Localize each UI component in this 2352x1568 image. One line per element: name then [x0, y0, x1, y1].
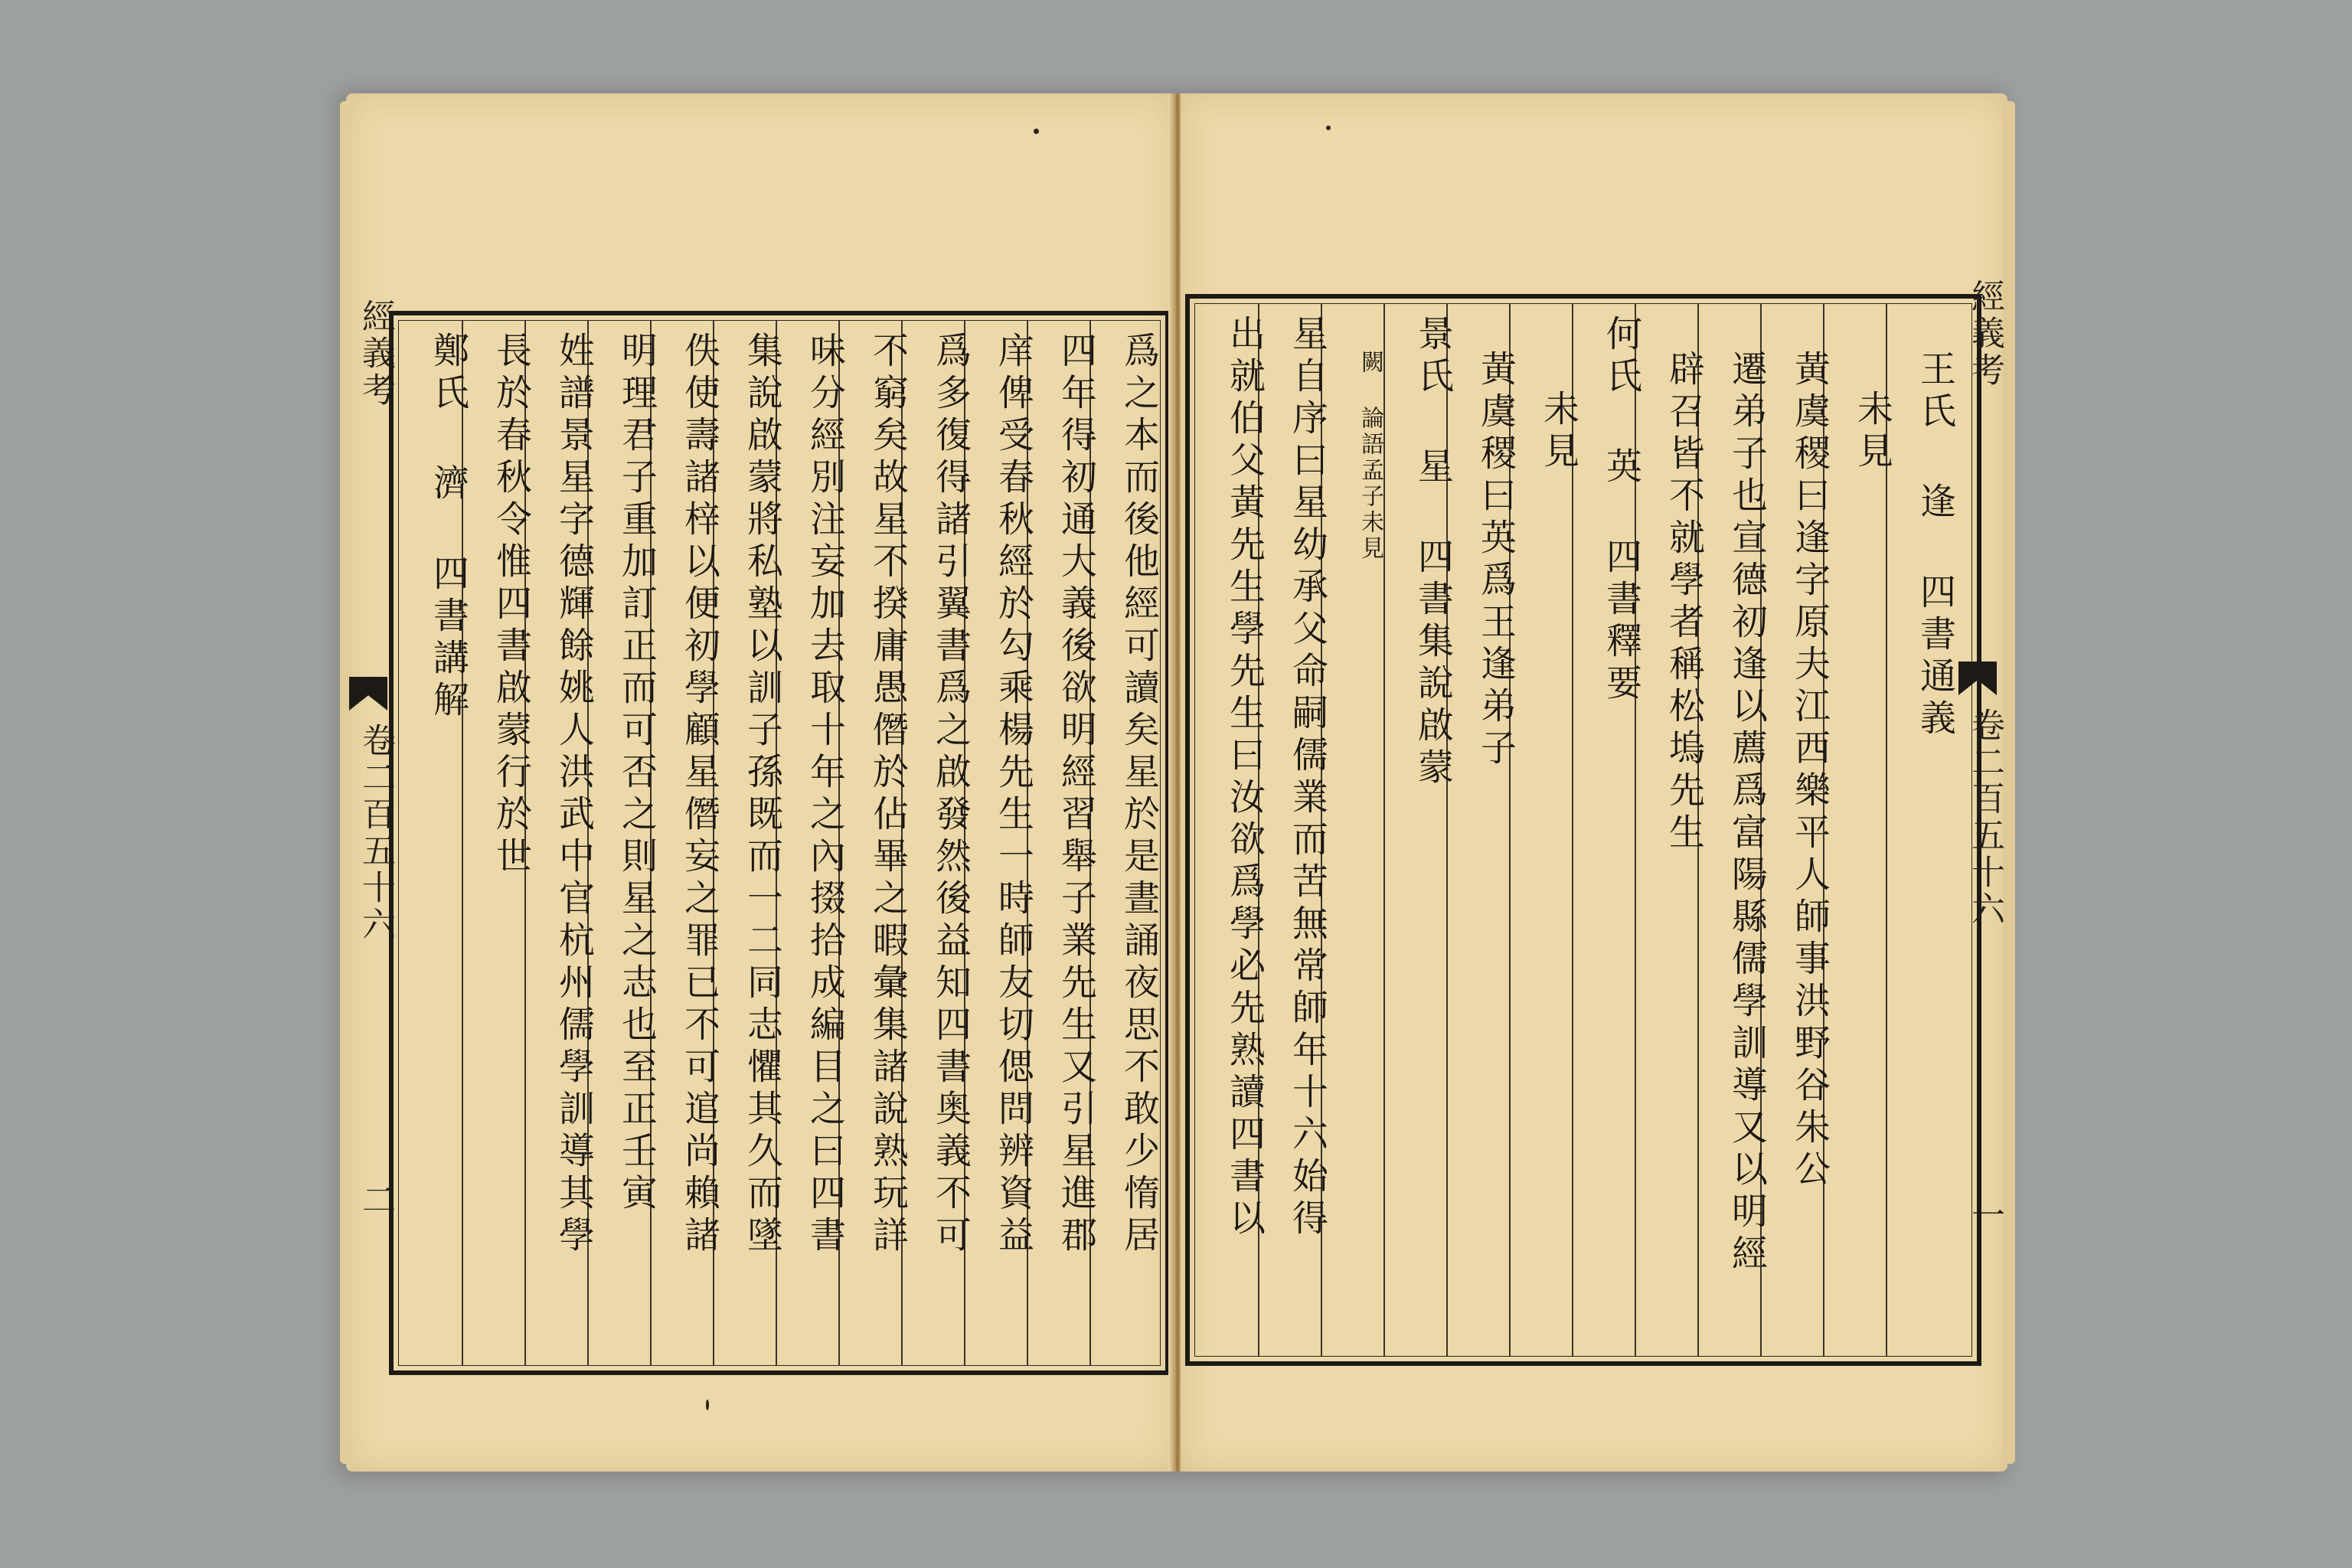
right-column-11: 星自序曰星幼承父命嗣儒業而苦無常師年十六始得 — [1286, 315, 1328, 1241]
right-column-6: 何氏 英 四書釋要 — [1600, 315, 1642, 706]
left-column-11: 長於春秋令惟四書啟蒙行於世 — [490, 332, 532, 879]
left-page-margin-label — [346, 294, 395, 1374]
fishtail-mark — [1958, 662, 1997, 695]
right-column-7: 未見 — [1537, 390, 1579, 474]
left-column-5: 不窮矣故星不揆庸愚僭於佔畢之暇彙集諸說熟玩詳 — [867, 332, 909, 1258]
right-column-9: 景氏 星 四書集說啟蒙 — [1412, 315, 1454, 790]
fishtail-mark — [349, 677, 387, 710]
left-column-3: 庠俾受春秋經於勾乘楊先生一時師友切偲問辨資益 — [992, 332, 1034, 1258]
left-column-10: 姓譜景星字德輝餘姚人洪武中官杭州儒學訓導其學 — [553, 332, 595, 1258]
right-page — [1181, 93, 2007, 1472]
right-header-title: 經義考 — [1965, 279, 2004, 389]
right-leaf-number: 一 — [1965, 1197, 2004, 1234]
left-leaf-number: 二 — [356, 1182, 395, 1219]
left-volume-marker: 卷二百五十六 — [356, 723, 395, 943]
left-column-2: 四年得初通大義後欲明經習舉子業先生又引星進郡 — [1055, 332, 1097, 1258]
right-inner-border — [1194, 303, 1972, 1357]
left-column-4: 爲多復得諸引翼書爲之啟發然後益知四書奥義不可 — [929, 332, 972, 1258]
right-page-margin-label — [1957, 279, 2004, 1374]
right-volume-marker: 卷二百五十六 — [1965, 707, 2004, 928]
right-column-3: 黃虞稷曰逢字原夫江西樂平人師事洪野谷朱公 — [1788, 350, 1831, 1192]
right-column-4: 遷弟子也宣德初逢以薦爲富陽縣儒學訓導又以明經 — [1726, 350, 1768, 1276]
left-header-title: 經義考 — [356, 299, 395, 409]
open-book — [346, 93, 2007, 1472]
left-inner-border — [398, 320, 1161, 1366]
left-column-1: 爲之本而後他經可讀矣星於是晝誦夜思不敢少惰居 — [1118, 332, 1160, 1258]
left-column-9: 明理君子重加訂正而可否之則星之志也至正壬寅 — [616, 332, 658, 1216]
right-column-8: 黃虞稷曰英爲王逢弟子 — [1475, 350, 1517, 771]
left-column-8: 佚使壽諸梓以便初學顧星僭妄之罪已不可逭尚賴諸 — [678, 332, 720, 1258]
left-column-12: 鄭氏 濟 四書講解 — [427, 332, 469, 723]
right-column-5: 辟召皆不就學者稱松塢先生 — [1663, 350, 1705, 855]
right-column-12: 出就伯父黃先生學先生曰汝欲爲學必先熟讀四書以 — [1223, 315, 1266, 1241]
right-text-frame — [1185, 294, 1981, 1366]
left-column-6: 味分經別注妄加去取十年之內掇拾成編目之曰四書 — [804, 332, 846, 1258]
right-column-1: 王氏 逢 四書通義 — [1914, 350, 1956, 741]
left-text-frame — [389, 311, 1170, 1375]
left-column-7: 集說啟蒙將私塾以訓子孫既而一二同志懼其久而墜 — [741, 332, 783, 1258]
right-column-10: 闕 論語孟子未見 — [1357, 350, 1383, 562]
left-page — [346, 93, 1174, 1472]
right-column-2: 未見 — [1851, 390, 1893, 474]
